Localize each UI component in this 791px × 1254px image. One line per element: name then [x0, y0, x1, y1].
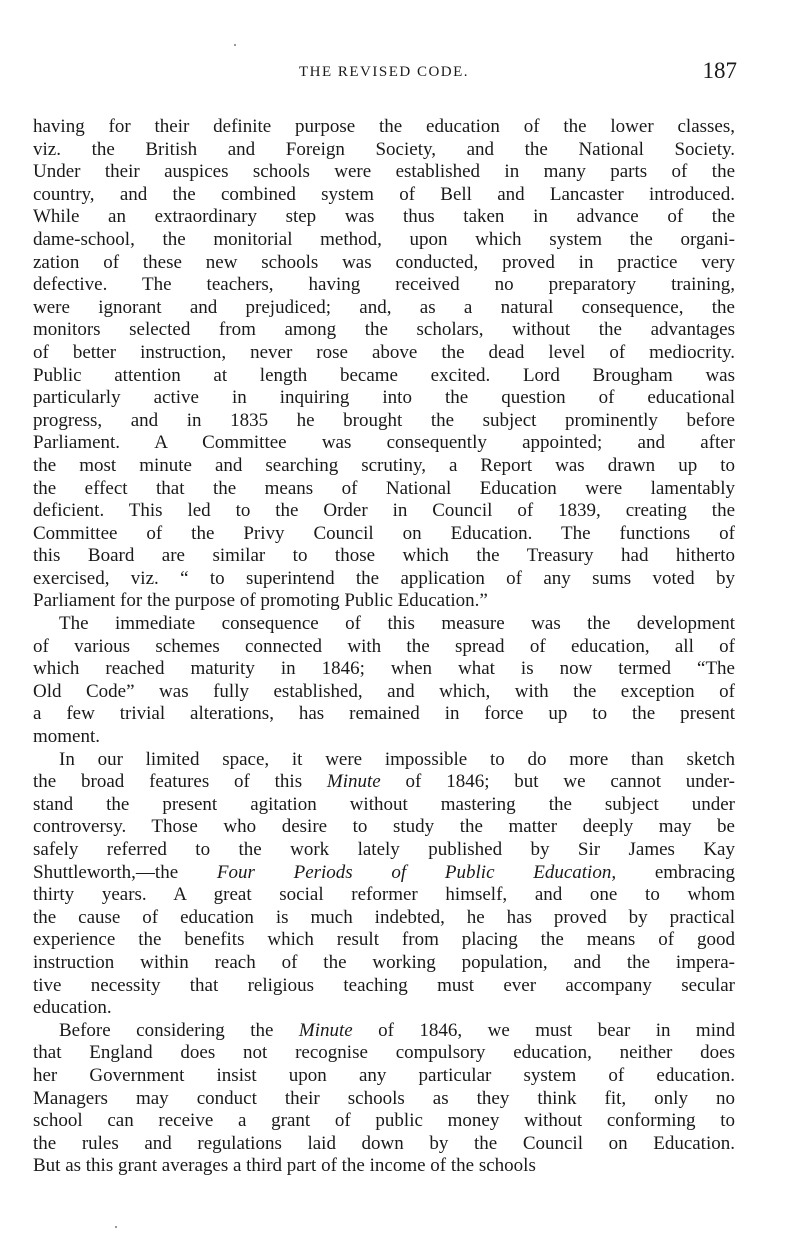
text-run: moment.: [33, 726, 101, 748]
text-run: tive necessity that religious teaching must ever accompany secular: [33, 974, 735, 996]
text-line: [33, 749, 735, 772]
text-run: viz. the British and Foreign Society, and the National Society.: [33, 138, 735, 160]
text-run: defective. The teachers, having received no preparatory training,: [33, 274, 735, 296]
text-run: monitors selected from among the scholars, without the advantages: [33, 319, 735, 341]
text-line: [33, 319, 735, 342]
running-header: [33, 56, 735, 90]
text-line: [33, 794, 735, 817]
text-run: Old Code” was fully established, and which, with the exception of: [33, 680, 735, 702]
text-line: [33, 139, 735, 162]
paper-speck-top: [234, 44, 236, 46]
paragraph: [33, 116, 735, 613]
text-line: [33, 342, 735, 365]
text-run: thirty years. A great social reformer himself, and one to whom: [33, 884, 735, 906]
text-run: the effect that the means of National Education were lamentably: [33, 477, 735, 499]
paragraph: [33, 749, 735, 1020]
text-run: Before considering the: [59, 1019, 299, 1041]
text-run: Parliament. A Committee was consequently appointed; and after: [33, 432, 735, 454]
text-line: [33, 410, 735, 433]
italic-title: Four Periods of Public Education,: [216, 861, 617, 883]
text-line: [33, 184, 735, 207]
text-line: [33, 1133, 735, 1156]
text-run: which reached maturity in 1846; when what is now termed “The: [33, 658, 735, 680]
text-run: the most minute and searching scrutiny, a Report was drawn up to: [33, 454, 735, 476]
text-run: safely referred to the work lately published by Sir James Kay: [33, 839, 735, 860]
text-run: experience the benefits which result from placing the means of good: [33, 929, 735, 951]
text-line: [33, 952, 735, 975]
text-line: [33, 862, 735, 885]
text-run: Public attention at length became excited. Lord Brougham was: [33, 364, 735, 386]
text-run: But as this grant averages a third part of the income of the schools: [33, 1155, 536, 1177]
text-run: embracing: [616, 861, 736, 883]
text-run: While an extraordinary step was thus taken in advance of the: [33, 206, 735, 228]
text-run: country, and the combined system of Bell and Lancaster introduced.: [33, 183, 735, 205]
text-run: her Government insist upon any particular system of education.: [33, 1064, 735, 1086]
text-line: [33, 365, 735, 388]
text-run: dame-school, the monitorial method, upon which system the organi-: [33, 228, 735, 250]
text-run: In our limited space, it were impossible to do more than sketch: [59, 748, 735, 770]
text-run: the broad features of this: [33, 771, 327, 793]
text-line: [33, 523, 735, 546]
text-run: exercised, viz. “ to superintend the application of any sums voted by: [33, 567, 735, 589]
text-line: [33, 432, 735, 455]
text-line: [33, 1088, 735, 1111]
text-line: [33, 975, 735, 998]
text-line: [33, 568, 735, 591]
text-line: [33, 1020, 735, 1043]
running-title: THE REVISED CODE.: [298, 64, 470, 80]
text-run: this Board are similar to those which the Treasury had hitherto: [33, 545, 735, 567]
text-run: instruction within reach of the working population, and the impera-: [33, 951, 735, 973]
text-line: [33, 478, 735, 501]
text-run: zation of these new schools was conducted, proved in practice very: [33, 251, 735, 273]
text-line: [33, 703, 735, 726]
body-text: [33, 116, 735, 1178]
text-run: that England does not recognise compulsory education, neither does: [33, 1042, 735, 1064]
text-run: a few trivial alterations, has remained in force up to the present: [33, 703, 735, 725]
text-line: [33, 907, 735, 930]
text-run: the cause of education is much indebted, he has proved by practical: [33, 906, 735, 928]
text-run: particularly active in inquiring into the question of educational: [33, 387, 735, 409]
text-run: of 1846; but we cannot under-: [380, 771, 735, 793]
text-line: [33, 229, 735, 252]
text-line: [33, 613, 735, 636]
book-page: [33, 56, 735, 1178]
text-line: [33, 929, 735, 952]
text-run: controversy. Those who desire to study the matter deeply may be: [33, 816, 735, 838]
text-line: [33, 116, 735, 139]
text-line: [33, 726, 735, 749]
text-line: [33, 206, 735, 229]
text-run: of 1846, we must bear in mind: [352, 1019, 735, 1041]
text-run: Shuttleworth,—the: [33, 861, 217, 883]
text-line: [33, 274, 735, 297]
text-run: of various schemes connected with the spread of education, all of: [33, 635, 735, 657]
text-line: [33, 839, 735, 862]
text-run: the rules and regulations laid down by the Council on Education.: [33, 1132, 735, 1154]
paragraph: [33, 1020, 735, 1178]
text-line: [33, 590, 735, 613]
italic-title: Minute: [298, 1019, 353, 1041]
text-line: [33, 884, 735, 907]
text-run: Under their auspices schools were established in many parts of the: [33, 161, 735, 183]
paragraph: [33, 613, 735, 749]
text-line: [33, 297, 735, 320]
text-run: stand the present agitation without mastering the subject under: [33, 793, 735, 815]
paper-speck-bottom: [115, 1226, 117, 1228]
text-run: Parliament for the purpose of promoting Public Education.”: [33, 590, 488, 612]
text-line: [33, 771, 735, 794]
text-run: of better instruction, never rose above the dead level of mediocrity.: [33, 341, 735, 363]
text-line: [33, 1065, 735, 1088]
text-line: [33, 681, 735, 704]
italic-title: Minute: [326, 771, 381, 793]
text-run: were ignorant and prejudiced; and, as a natural consequence, the: [33, 296, 735, 318]
text-line: [33, 816, 735, 839]
text-line: [33, 1155, 735, 1178]
text-line: [33, 636, 735, 659]
text-line: [33, 545, 735, 568]
text-run: progress, and in 1835 he brought the subject prominently before: [33, 409, 735, 431]
text-run: school can receive a grant of public money without conforming to: [33, 1110, 735, 1132]
text-line: [33, 387, 735, 410]
text-line: [33, 997, 735, 1020]
text-line: [33, 161, 735, 184]
text-line: [33, 455, 735, 478]
text-run: having for their definite purpose the education of the lower classes,: [33, 116, 735, 137]
text-run: Managers may conduct their schools as they think fit, only no: [33, 1087, 735, 1109]
page-number: 187: [702, 58, 737, 83]
text-line: [33, 1042, 735, 1065]
text-run: deficient. This led to the Order in Council of 1839, creating the: [33, 500, 735, 522]
text-run: Committee of the Privy Council on Education. The functions of: [33, 522, 735, 544]
text-line: [33, 1110, 735, 1133]
text-line: [33, 500, 735, 523]
text-line: [33, 658, 735, 681]
text-run: The immediate consequence of this measure was the development: [59, 613, 735, 635]
text-run: education.: [33, 997, 112, 1019]
text-line: [33, 252, 735, 275]
